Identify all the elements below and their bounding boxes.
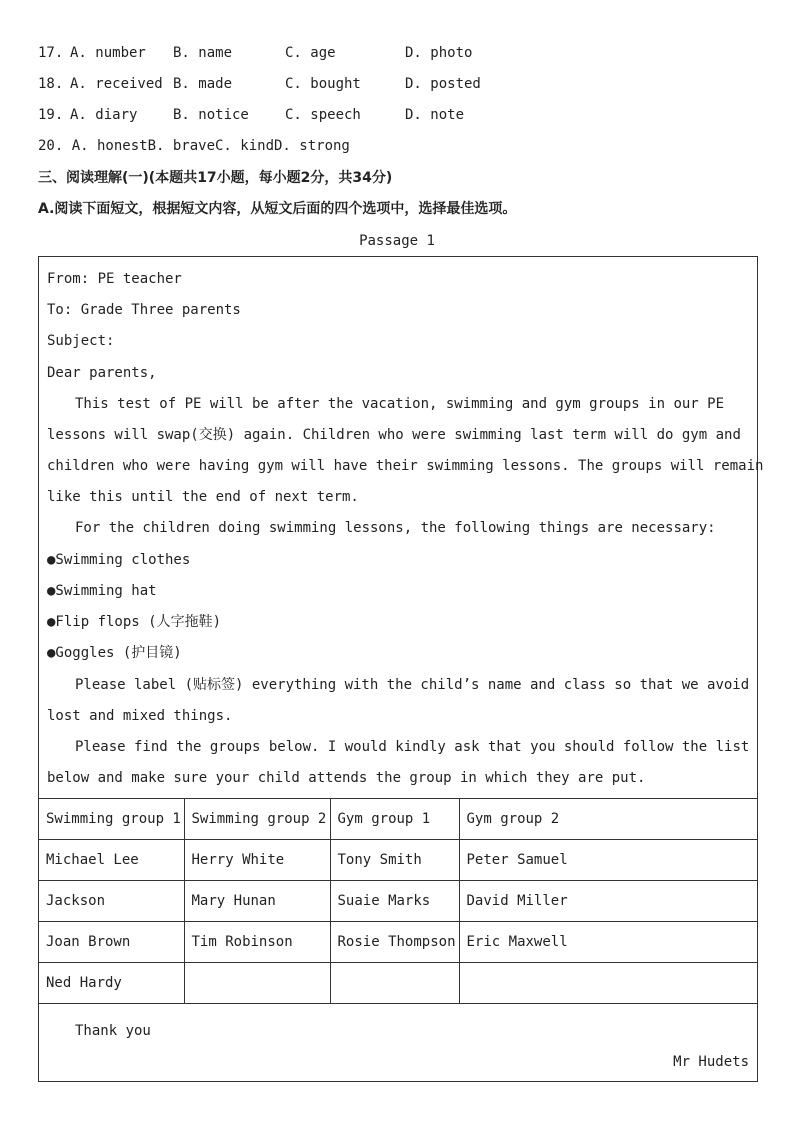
- para1-line: children who were having gym will have their swimming lessons. The groups will remain: [47, 458, 764, 474]
- table-cell: Suaie Marks: [330, 881, 459, 922]
- email-greeting: Dear parents,: [47, 365, 157, 381]
- passage-title: Passage 1: [359, 233, 435, 249]
- email-to: To: Grade Three parents: [47, 302, 241, 318]
- email-closing: Thank you: [75, 1023, 151, 1039]
- table-row: [39, 840, 757, 881]
- option-d: D. photo: [405, 45, 473, 61]
- table-cell: Joan Brown: [39, 922, 184, 963]
- table-cell: Rosie Thompson: [330, 922, 459, 963]
- option-a: A. diary: [70, 107, 138, 123]
- table-cell: Tony Smith: [330, 840, 459, 881]
- option-d: D. note: [405, 107, 465, 123]
- question-17: [38, 38, 473, 69]
- para1-line: This test of PE will be after the vacation, swimming and gym groups in our PE: [75, 396, 725, 412]
- question-number: 18.: [38, 76, 64, 92]
- para3-line: Please label (贴标签) everything with the child’s name and class so that we avoid: [75, 677, 750, 693]
- list-item: ●Swimming hat: [47, 583, 157, 599]
- table-cell: Ned Hardy: [39, 963, 184, 1004]
- email-from: From: PE teacher: [47, 271, 182, 287]
- table-header: Swimming group 1: [39, 799, 184, 840]
- table-header: Gym group 2: [459, 799, 757, 840]
- para4-line: Please find the groups below. I would kindly ask that you should follow the list: [75, 739, 750, 755]
- question-19: [38, 100, 465, 131]
- table-cell: Michael Lee: [39, 840, 184, 881]
- option-d: D. posted: [405, 76, 481, 92]
- para1-line: lessons will swap(交换) again. Children who were swimming last term will do gym and: [47, 427, 741, 443]
- table-header-row: [39, 799, 757, 840]
- list-item: ●Flip flops (人字拖鞋): [47, 614, 222, 630]
- table-header: Gym group 1: [330, 799, 459, 840]
- option-a: A. number: [70, 45, 146, 61]
- para1-line: like this until the end of next term.: [47, 489, 359, 505]
- email-signature: Mr Hudets: [673, 1054, 749, 1070]
- table-cell: Jackson: [39, 881, 184, 922]
- table-cell: [459, 963, 757, 1004]
- groups-table: [39, 798, 757, 1004]
- table-cell: Herry White: [184, 840, 330, 881]
- question-18: [38, 69, 481, 100]
- table-cell: Eric Maxwell: [459, 922, 757, 963]
- table-cell: [330, 963, 459, 1004]
- table-cell: Mary Hunan: [184, 881, 330, 922]
- table-row: [39, 963, 757, 1004]
- option-b: B. notice: [173, 107, 249, 123]
- question-number: 19.: [38, 107, 64, 123]
- option-a: A. received: [70, 76, 163, 92]
- list-item: ●Swimming clothes: [47, 552, 191, 568]
- list-item: ●Goggles (护目镜): [47, 645, 182, 661]
- para2-line: For the children doing swimming lessons, the following things are necessary:: [75, 520, 716, 536]
- option-c: C. bought: [285, 76, 361, 92]
- table-header: Swimming group 2: [184, 799, 330, 840]
- table-cell: David Miller: [459, 881, 757, 922]
- table-row: [39, 881, 757, 922]
- question-20-text: 20. A. honestB. braveC. kindD. strong: [38, 138, 350, 154]
- option-c: C. age: [285, 45, 336, 61]
- para3-line: lost and mixed things.: [47, 708, 233, 724]
- option-b: B. name: [173, 45, 233, 61]
- table-cell: Peter Samuel: [459, 840, 757, 881]
- question-number: 17.: [38, 45, 64, 61]
- option-b: B. made: [173, 76, 233, 92]
- para4-line: below and make sure your child attends the group in which they are put.: [47, 770, 646, 786]
- email-subject: Subject:: [47, 333, 115, 349]
- table-cell: Tim Robinson: [184, 922, 330, 963]
- email-box: [38, 256, 764, 1082]
- table-row: [39, 922, 757, 963]
- option-c: C. speech: [285, 107, 361, 123]
- section-heading: 三、阅读理解(一)(本题共17小题，每小题2分，共34分): [38, 170, 393, 186]
- sub-heading: A.阅读下面短文，根据短文内容，从短文后面的四个选项中，选择最佳选项。: [38, 201, 517, 217]
- question-20: [38, 131, 350, 162]
- table-cell: [184, 963, 330, 1004]
